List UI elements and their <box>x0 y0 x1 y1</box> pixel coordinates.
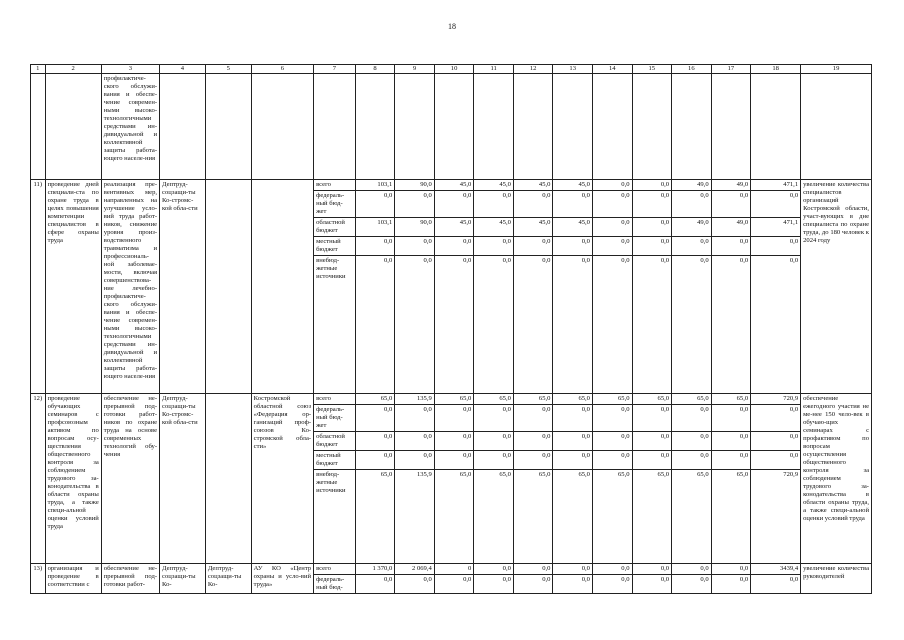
amount-cell: 0,0 <box>355 405 395 432</box>
column-header: 8 <box>355 65 395 74</box>
amount-cell: 0,0 <box>553 256 593 394</box>
column-header: 12 <box>513 65 553 74</box>
amount-cell: 0,0 <box>553 237 593 256</box>
source-label: областной бюджет <box>314 218 356 237</box>
column-header: 7 <box>314 65 356 74</box>
column-header: 15 <box>632 65 672 74</box>
amount-cell: 65,0 <box>434 470 474 564</box>
amount-cell: 0,0 <box>632 218 672 237</box>
amount-cell: 0,0 <box>355 191 395 218</box>
column-header: 6 <box>251 65 313 74</box>
amount-cell: 0,0 <box>553 405 593 432</box>
empty-cell <box>751 74 801 180</box>
amount-cell: 135,9 <box>395 394 435 405</box>
event-cell: организация и проведение в соответствии с <box>45 564 101 594</box>
task-cell: реализация пре-вентивных мер, направленных на улучшение усло-вий труда работ-ников, снижение уровня произ-водственного травматизма и профессиональ-ной заболевае-мости, включая совершенствова-ние лечебно-профилактиче-ского обслужи-вания и обеспе-чение современ-ными высоко-технологичными средствами ин-дивидуальной и коллективной защиты работа-ющего населе-ния <box>101 180 159 394</box>
amount-cell: 0,0 <box>632 256 672 394</box>
empty-cell <box>31 74 46 180</box>
expected-result-cell: увеличение количества руководителей <box>801 564 872 594</box>
amount-cell: 0,0 <box>672 405 712 432</box>
amount-cell: 0,0 <box>513 237 553 256</box>
amount-cell: 0,0 <box>672 191 712 218</box>
amount-cell: 0,0 <box>474 237 514 256</box>
amount-cell: 0,0 <box>355 237 395 256</box>
row-number-cell: 11) <box>31 180 46 394</box>
amount-cell: 0,0 <box>711 564 751 575</box>
amount-cell: 471,1 <box>751 218 801 237</box>
amount-cell: 0,0 <box>711 432 751 451</box>
amount-cell: 0,0 <box>474 575 514 594</box>
expected-result-cell: обеспечение ежегодного участия не ме-нее 150 чело-век в обучаю-щих семинарах с профактивом по вопросам осуществления общественного контроля за соблюдением трудового за-конодательства в области охраны труда, а также специ-альной оценки условий труда <box>801 394 872 564</box>
header-row <box>31 65 872 74</box>
amount-cell: 0,0 <box>434 451 474 470</box>
amount-cell: 0,0 <box>474 405 514 432</box>
amount-cell: 0,0 <box>395 191 435 218</box>
amount-cell: 0 <box>434 564 474 575</box>
responsible-cell: Дептруд-соцзащи-ты Ко-стромс-кой обла-сти <box>160 180 206 394</box>
amount-cell: 45,0 <box>434 218 474 237</box>
amount-cell: 0,0 <box>434 191 474 218</box>
amount-cell: 90,0 <box>395 218 435 237</box>
column-header: 1 <box>31 65 46 74</box>
amount-cell: 0,0 <box>355 432 395 451</box>
table-row <box>31 564 872 575</box>
amount-cell: 103,1 <box>355 218 395 237</box>
amount-cell: 0,0 <box>513 564 553 575</box>
source-label: всего <box>314 394 356 405</box>
amount-cell: 0,0 <box>711 237 751 256</box>
empty-cell <box>513 74 553 180</box>
amount-cell: 103,1 <box>355 180 395 191</box>
column-header: 16 <box>672 65 712 74</box>
amount-cell: 0,0 <box>632 405 672 432</box>
amount-cell: 0,0 <box>553 575 593 594</box>
amount-cell: 65,0 <box>434 394 474 405</box>
amount-cell: 0,0 <box>434 575 474 594</box>
amount-cell: 0,0 <box>395 451 435 470</box>
amount-cell: 45,0 <box>474 218 514 237</box>
coexecutor-cell <box>205 394 251 564</box>
amount-cell: 3439,4 <box>751 564 801 575</box>
amount-cell: 45,0 <box>513 180 553 191</box>
column-header: 13 <box>553 65 593 74</box>
amount-cell: 0,0 <box>474 451 514 470</box>
amount-cell: 0,0 <box>711 451 751 470</box>
empty-cell <box>355 74 395 180</box>
amount-cell: 65,0 <box>711 470 751 564</box>
amount-cell: 65,0 <box>513 394 553 405</box>
amount-cell: 0,0 <box>434 237 474 256</box>
row-number-cell: 12) <box>31 394 46 564</box>
empty-cell <box>672 74 712 180</box>
amount-cell: 65,0 <box>672 394 712 405</box>
amount-cell: 135,9 <box>395 470 435 564</box>
source-label: федераль-ный бюд-жет <box>314 405 356 432</box>
amount-cell: 65,0 <box>474 470 514 564</box>
amount-cell: 45,0 <box>553 218 593 237</box>
amount-cell: 0,0 <box>513 432 553 451</box>
amount-cell: 0,0 <box>474 432 514 451</box>
column-header: 2 <box>45 65 101 74</box>
amount-cell: 0,0 <box>395 432 435 451</box>
empty-cell <box>395 74 435 180</box>
amount-cell: 0,0 <box>632 564 672 575</box>
amount-cell: 0,0 <box>513 451 553 470</box>
amount-cell: 0,0 <box>751 575 801 594</box>
source-label: местный бюджет <box>314 451 356 470</box>
column-header: 14 <box>592 65 632 74</box>
amount-cell: 0,0 <box>474 256 514 394</box>
amount-cell: 0,0 <box>672 256 712 394</box>
event-cell: проведение дней специали-ста по охране труда в целях повышения компетенции специалистов в сфере охраны труда <box>45 180 101 394</box>
row-number-cell: 13) <box>31 564 46 594</box>
amount-cell: 49,0 <box>711 180 751 191</box>
column-header: 9 <box>395 65 435 74</box>
amount-cell: 0,0 <box>592 432 632 451</box>
executor-cell: Костромской областной союз «Федерация ор-ганизаций проф-союзов Ко-стромской обла-сти» <box>251 394 313 564</box>
column-header: 3 <box>101 65 159 74</box>
amount-cell: 0,0 <box>592 218 632 237</box>
empty-cell <box>251 74 313 180</box>
empty-cell <box>45 74 101 180</box>
amount-cell: 65,0 <box>632 394 672 405</box>
amount-cell: 0,0 <box>395 575 435 594</box>
amount-cell: 720,9 <box>751 470 801 564</box>
empty-cell <box>711 74 751 180</box>
amount-cell: 0,0 <box>553 564 593 575</box>
expected-result-cell: увеличение количества специалистов организаций Костромской области, участ-вующих в дне специалиста по охране труда, до 180 человек к 2024 году <box>801 180 872 394</box>
amount-cell: 0,0 <box>592 405 632 432</box>
amount-cell: 0,0 <box>434 405 474 432</box>
empty-cell <box>632 74 672 180</box>
source-label: местный бюджет <box>314 237 356 256</box>
table-row <box>31 394 872 405</box>
amount-cell: 0,0 <box>592 575 632 594</box>
amount-cell: 65,0 <box>711 394 751 405</box>
amount-cell: 0,0 <box>672 564 712 575</box>
coexecutor-cell <box>205 180 251 394</box>
task-cell: обеспечение не-прерывной под-готовки работ-ников по охране труда на основе современных технологий обу-чения <box>101 394 159 564</box>
amount-cell: 0,0 <box>711 405 751 432</box>
responsible-cell: Дептруд-соцзащи-ты Ко-стромс-кой обла-сти <box>160 394 206 564</box>
source-label: всего <box>314 564 356 575</box>
column-header: 19 <box>801 65 872 74</box>
page-number: 18 <box>448 22 456 31</box>
amount-cell: 65,0 <box>355 470 395 564</box>
source-label: внебюд-жетные источники <box>314 256 356 394</box>
source-label: всего <box>314 180 356 191</box>
amount-cell: 65,0 <box>474 394 514 405</box>
amount-cell: 65,0 <box>553 470 593 564</box>
amount-cell: 0,0 <box>553 451 593 470</box>
continuation-row <box>31 74 872 180</box>
amount-cell: 0,0 <box>355 451 395 470</box>
amount-cell: 65,0 <box>592 470 632 564</box>
amount-cell: 471,1 <box>751 180 801 191</box>
amount-cell: 65,0 <box>355 394 395 405</box>
empty-cell <box>205 74 251 180</box>
amount-cell: 0,0 <box>672 451 712 470</box>
amount-cell: 0,0 <box>632 180 672 191</box>
amount-cell: 0,0 <box>513 405 553 432</box>
amount-cell: 0,0 <box>751 191 801 218</box>
empty-cell <box>474 74 514 180</box>
amount-cell: 90,0 <box>395 180 435 191</box>
amount-cell: 0,0 <box>592 237 632 256</box>
amount-cell: 720,9 <box>751 394 801 405</box>
empty-cell <box>801 74 872 180</box>
amount-cell: 0,0 <box>513 256 553 394</box>
executor-cell: АУ КО «Центр охраны и усло-вий труда» <box>251 564 313 594</box>
amount-cell: 0,0 <box>474 564 514 575</box>
column-header: 18 <box>751 65 801 74</box>
amount-cell: 0,0 <box>553 191 593 218</box>
empty-cell <box>434 74 474 180</box>
column-header: 5 <box>205 65 251 74</box>
amount-cell: 65,0 <box>672 470 712 564</box>
amount-cell: 1 370,0 <box>355 564 395 575</box>
empty-cell <box>553 74 593 180</box>
amount-cell: 0,0 <box>434 256 474 394</box>
amount-cell: 0,0 <box>632 237 672 256</box>
source-label: федераль-ный бюд- <box>314 575 356 594</box>
budget-table <box>30 64 872 594</box>
amount-cell: 0,0 <box>592 191 632 218</box>
amount-cell: 49,0 <box>672 218 712 237</box>
amount-cell: 0,0 <box>632 575 672 594</box>
amount-cell: 0,0 <box>355 575 395 594</box>
amount-cell: 0,0 <box>751 237 801 256</box>
task-cell: профилактиче-ского обслужи-вания и обеспе-чение современ-ными высоко-технологичными средствами ин-дивидуальной и коллективной защиты работа-ющего населе-ния <box>101 74 159 180</box>
amount-cell: 45,0 <box>553 180 593 191</box>
task-cell: обеспечение не-прерывной под-готовки работ- <box>101 564 159 594</box>
amount-cell: 0,0 <box>672 237 712 256</box>
amount-cell: 0,0 <box>632 432 672 451</box>
amount-cell: 0,0 <box>592 451 632 470</box>
amount-cell: 45,0 <box>513 218 553 237</box>
amount-cell: 65,0 <box>553 394 593 405</box>
amount-cell: 0,0 <box>751 256 801 394</box>
amount-cell: 0,0 <box>672 432 712 451</box>
amount-cell: 0,0 <box>513 575 553 594</box>
amount-cell: 0,0 <box>474 191 514 218</box>
amount-cell: 65,0 <box>592 394 632 405</box>
source-label: областной бюджет <box>314 432 356 451</box>
amount-cell: 45,0 <box>474 180 514 191</box>
column-header: 10 <box>434 65 474 74</box>
amount-cell: 0,0 <box>592 256 632 394</box>
amount-cell: 0,0 <box>592 180 632 191</box>
amount-cell: 0,0 <box>751 451 801 470</box>
empty-cell <box>592 74 632 180</box>
table-row <box>31 180 872 191</box>
amount-cell: 0,0 <box>751 405 801 432</box>
amount-cell: 0,0 <box>632 451 672 470</box>
executor-cell <box>251 180 313 394</box>
column-header: 4 <box>160 65 206 74</box>
amount-cell: 0,0 <box>355 256 395 394</box>
responsible-cell: Дептруд-соцзащи-ты Ко- <box>160 564 206 594</box>
amount-cell: 49,0 <box>672 180 712 191</box>
column-header: 17 <box>711 65 751 74</box>
amount-cell: 0,0 <box>672 575 712 594</box>
amount-cell: 65,0 <box>632 470 672 564</box>
amount-cell: 0,0 <box>751 432 801 451</box>
amount-cell: 49,0 <box>711 218 751 237</box>
amount-cell: 0,0 <box>434 432 474 451</box>
amount-cell: 0,0 <box>632 191 672 218</box>
amount-cell: 0,0 <box>553 432 593 451</box>
column-header: 11 <box>474 65 514 74</box>
amount-cell: 0,0 <box>395 405 435 432</box>
empty-cell <box>314 74 356 180</box>
amount-cell: 0,0 <box>711 256 751 394</box>
amount-cell: 2 069,4 <box>395 564 435 575</box>
amount-cell: 0,0 <box>395 237 435 256</box>
source-label: федераль-ный бюд-жет <box>314 191 356 218</box>
amount-cell: 0,0 <box>711 191 751 218</box>
amount-cell: 45,0 <box>434 180 474 191</box>
amount-cell: 0,0 <box>395 256 435 394</box>
amount-cell: 65,0 <box>513 470 553 564</box>
amount-cell: 0,0 <box>592 564 632 575</box>
amount-cell: 0,0 <box>711 575 751 594</box>
amount-cell: 0,0 <box>513 191 553 218</box>
event-cell: проведение обучающих семинаров с профсоюзным активом по вопросам осу-ществления общественного контроля за соблюдением трудового за-конодательства в области охраны труда, а также специ-альной оценки условий труда <box>45 394 101 564</box>
coexecutor-cell: Дептруд-соцзащи-ты Ко- <box>205 564 251 594</box>
source-label: внебюд-жетные источники <box>314 470 356 564</box>
empty-cell <box>160 74 206 180</box>
